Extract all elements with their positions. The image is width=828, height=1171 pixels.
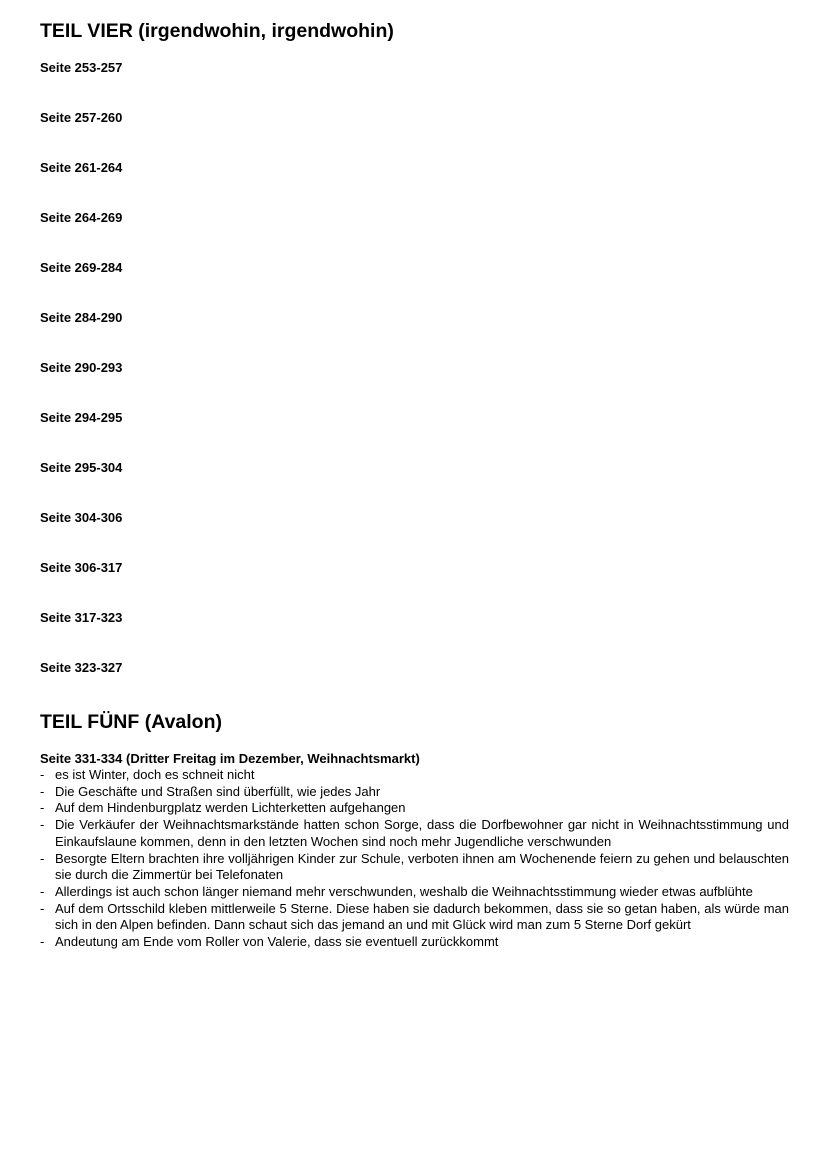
section-label: Seite 295-304 (40, 460, 123, 475)
list-item (40, 934, 789, 951)
list-item (40, 851, 789, 884)
list-item-text: Auf dem Hindenburgplatz werden Lichterketten aufgehangen (55, 800, 406, 816)
list-item (40, 901, 789, 934)
dash-marker: - (40, 934, 45, 950)
list-item-text: Allerdings ist auch schon länger niemand mehr verschwunden, weshalb die Weihnachtsstimmung wieder etwas aufblühte (55, 883, 753, 899)
section-label: Seite 323-327 (40, 660, 123, 675)
list-item (40, 767, 789, 784)
list-item-text: Die Verkäufer der Weihnachtsmarkstände hatten schon Sorge, dass die Dorfbewohner gar nicht in Weihnachtsstimmung und Einkaufslaune kommen, denn in den letzten Wochen sind noch mehr Jugendliche verschwunden (55, 817, 789, 849)
section-label: Seite 290-293 (40, 360, 123, 375)
section-label: Seite 257-260 (40, 110, 123, 125)
dash-marker: - (40, 817, 45, 833)
list-item (40, 884, 789, 901)
section-label: Seite 264-269 (40, 210, 123, 225)
list-item (40, 784, 789, 801)
list-item-text: es ist Winter, doch es schneit nicht (55, 767, 255, 782)
section-label: Seite 261-264 (40, 160, 123, 175)
section-label: Seite 269-284 (40, 260, 123, 275)
dash-marker: - (40, 900, 45, 916)
section-label: Seite 317-323 (40, 610, 123, 625)
list-item-text: Die Geschäfte und Straßen sind überfüllt, wie jedes Jahr (55, 783, 381, 799)
part-five-heading: TEIL FÜNF (Avalon) (40, 711, 222, 733)
list-item-text: Besorgte Eltern brachten ihre volljährigen Kinder zur Schule, verboten ihnen am Wochenende feiern zu gehen und belauschten sie durch die Zimmertür bei Telefonaten (55, 850, 789, 883)
list-item (40, 800, 789, 817)
list-item (40, 817, 789, 850)
part-five-section-title: Seite 331-334 (Dritter Freitag im Dezember, Weihnachtsmarkt) (40, 751, 420, 766)
section-label: Seite 284-290 (40, 310, 123, 325)
dash-marker: - (40, 800, 45, 816)
list-item-text: Andeutung am Ende vom Roller von Valerie, dass sie eventuell zurückkommt (55, 934, 499, 950)
dash-marker: - (40, 850, 45, 866)
section-label: Seite 304-306 (40, 510, 123, 525)
dash-marker: - (40, 783, 45, 799)
dash-marker: - (40, 767, 45, 782)
bullet-list (40, 767, 789, 951)
dash-marker: - (40, 883, 45, 899)
section-label: Seite 306-317 (40, 560, 123, 575)
section-label: Seite 253-257 (40, 60, 123, 75)
list-item-text: Auf dem Ortsschild kleben mittlerweile 5 Sterne. Diese haben sie dadurch bekommen, dass sie so getan haben, als würde man sich in den Alpen befinden. Dann schaut sich das jemand an und mit Glück wird man zum 5 Sterne Dorf gekürt (55, 900, 789, 933)
section-label: Seite 294-295 (40, 410, 123, 425)
part-four-heading: TEIL VIER (irgendwohin, irgendwohin) (40, 20, 394, 42)
